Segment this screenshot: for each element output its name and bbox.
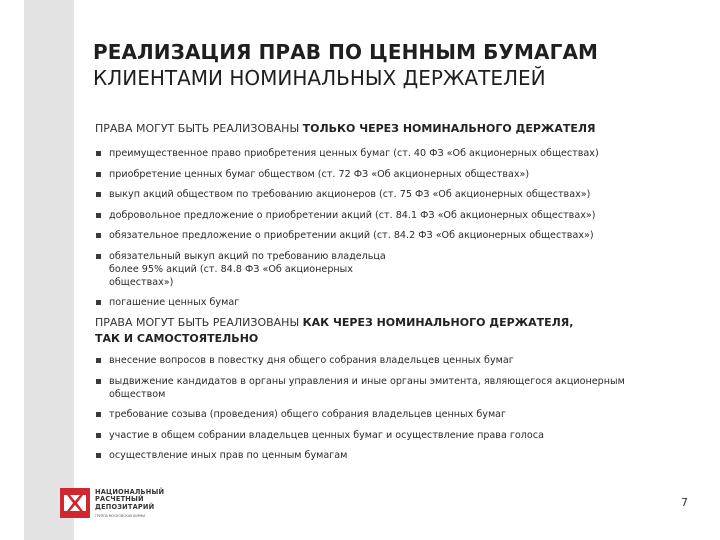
bullet-icon [96,172,101,177]
bullet-icon [96,453,101,458]
list-item: обязательное предложение о приобретении акций (ст. 84.2 ФЗ «Об акционерных обществах») [95,229,695,242]
nsd-logo-icon [60,488,90,518]
page-number: 7 [681,496,688,509]
list-item: обязательный выкуп акций по требованию владельца более 95% акций (ст. 84.8 ФЗ «Об акционерных обществах») [95,250,695,289]
section1-list [95,147,695,317]
bullet-icon [96,233,101,238]
bullet-icon [96,300,101,305]
bullet-icon [96,213,101,218]
list-item: требование созыва (проведения) общего собрания владельцев ценных бумаг [95,408,695,421]
bullet-icon [96,254,101,259]
logo-text: НАЦИОНАЛЬНЫЙ РАСЧЕТНЫЙ ДЕПОЗИТАРИЙ [95,488,165,511]
section1-heading-prefix: ПРАВА МОГУТ БЫТЬ РЕАЛИЗОВАНЫ [95,122,303,135]
list-item: осуществление иных прав по ценным бумагам [95,449,695,462]
list-item: участие в общем собрании владельцев ценных бумаг и осуществление права голоса [95,429,695,442]
section2-heading [95,315,573,347]
list-item: выдвижение кандидатов в органы управления и иные органы эмитента, являющегося акционерным обществом [95,375,695,401]
section2-heading-bold-line1: КАК ЧЕРЕЗ НОМИНАЛЬНОГО ДЕРЖАТЕЛЯ, [302,316,574,329]
page-title-line2: КЛИЕНТАМИ НОМИНАЛЬНЫХ ДЕРЖАТЕЛЕЙ [93,66,546,90]
section1-heading-bold: ТОЛЬКО ЧЕРЕЗ НОМИНАЛЬНОГО ДЕРЖАТЕЛЯ [302,122,596,135]
section1-heading [95,121,596,137]
left-decorative-bar [24,0,74,540]
bullet-icon [96,192,101,197]
bullet-icon [96,379,101,384]
list-item: преимущественное право приобретения ценных бумаг (ст. 40 ФЗ «Об акционерных обществах) [95,147,695,160]
list-item: добровольное предложение о приобретении акций (ст. 84.1 ФЗ «Об акционерных обществах») [95,209,695,222]
section2-list [95,354,695,470]
logo-subtitle: ГРУППА МОСКОВСКАЯ БИРЖА [95,514,146,518]
list-item: приобретение ценных бумаг обществом (ст. 72 ФЗ «Об акционерных обществах») [95,168,695,181]
bullet-icon [96,433,101,438]
bullet-icon [96,151,101,156]
section2-heading-bold-line2: ТАК И САМОСТОЯТЕЛЬНО [95,332,259,345]
page-title-line1: РЕАЛИЗАЦИЯ ПРАВ ПО ЦЕННЫМ БУМАГАМ [93,40,599,64]
list-item: погашение ценных бумаг [95,296,695,309]
list-item: выкуп акций обществом по требованию акционеров (ст. 75 ФЗ «Об акционерных обществах») [95,188,695,201]
bullet-icon [96,358,101,363]
list-item: внесение вопросов в повестку дня общего собрания владельцев ценных бумаг [95,354,695,367]
section2-heading-prefix: ПРАВА МОГУТ БЫТЬ РЕАЛИЗОВАНЫ [95,316,303,329]
bullet-icon [96,412,101,417]
